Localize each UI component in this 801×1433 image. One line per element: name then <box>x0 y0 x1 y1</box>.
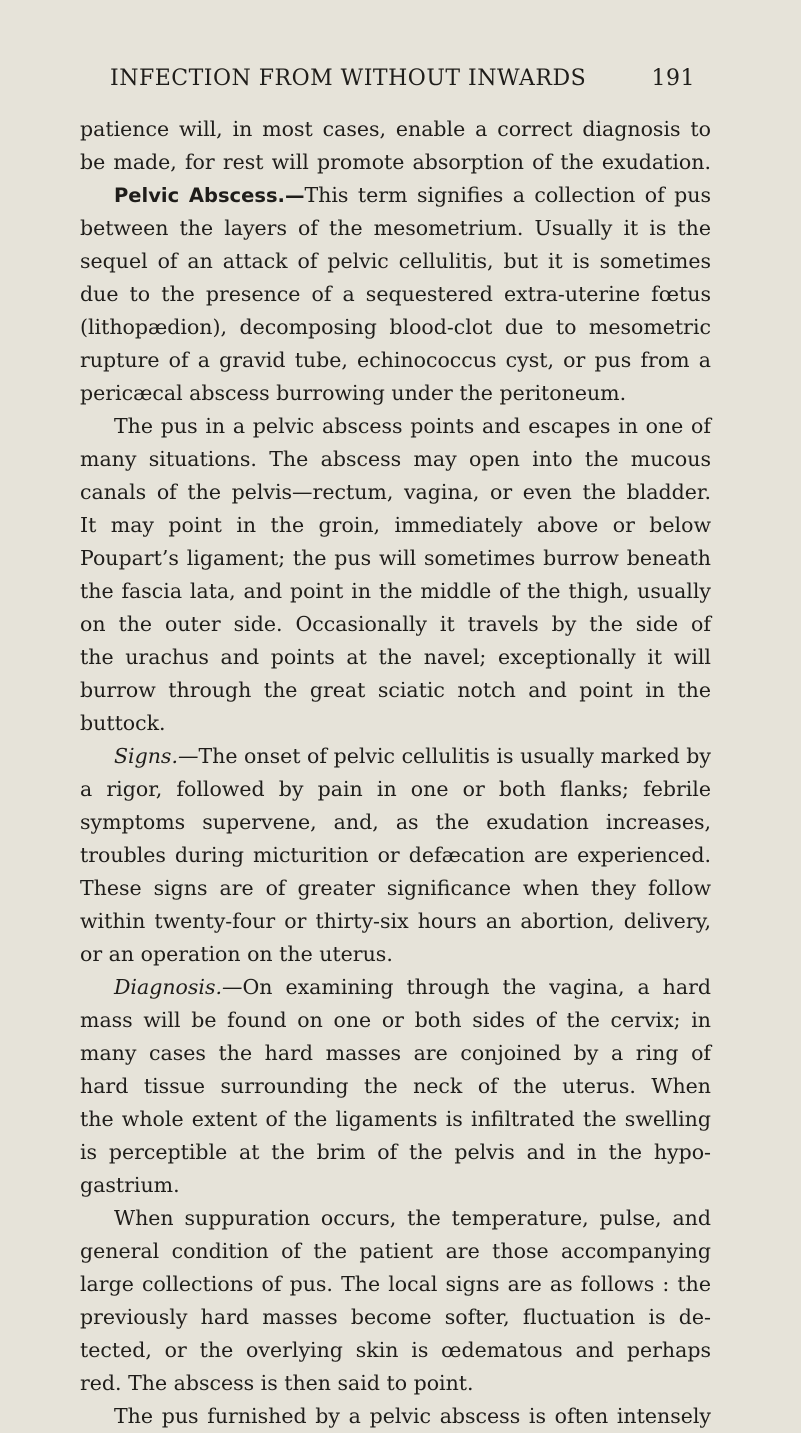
text-line: many cases the hard masses are conjoined by a ring of <box>80 1041 711 1065</box>
text-line: the fascia lata, and point in the middle of the thigh, usually <box>80 579 711 603</box>
text-line: sequel of an attack of pelvic cellulitis, but it is sometimes <box>80 249 711 273</box>
text-line: (lithopædion), decomposing blood-clot due to mesometric <box>80 315 711 339</box>
text-line <box>80 971 711 1004</box>
text-line: red. The abscess is then said to point. <box>80 1371 474 1395</box>
text-line: When suppuration occurs, the temperature, pulse, and <box>114 1206 711 1230</box>
text-line: rupture of a gravid tube, echinococcus cyst, or pus from a <box>80 348 711 372</box>
body-text <box>80 113 711 1433</box>
text-line-rest: This term signifies a collection of pus <box>304 183 711 207</box>
text-line: the urachus and points at the navel; exceptionally it will <box>80 645 711 669</box>
text-line-rest: On examining through the vagina, a hard <box>242 975 711 999</box>
text-line: the whole extent of the ligaments is infiltrated the swelling <box>80 1107 711 1131</box>
text-line: gastrium. <box>80 1173 180 1197</box>
text-line: be made, for rest will promote absorption of the exudation. <box>80 150 711 174</box>
text-line: burrow through the great sciatic notch and point in the <box>80 678 711 702</box>
running-head-title: INFECTION FROM WITHOUT INWARDS <box>110 66 587 91</box>
text-line: patience will, in most cases, enable a correct diagnosis to <box>80 117 711 141</box>
running-head <box>110 66 695 96</box>
text-line: symptoms supervene, and, as the exudation increases, <box>80 810 711 834</box>
text-line: on the outer side. Occasionally it travels by the side of <box>80 612 711 636</box>
text-line: hard tissue surrounding the neck of the uterus. When <box>80 1074 711 1098</box>
text-line: due to the presence of a sequestered extra-uterine fœtus <box>80 282 711 306</box>
text-line: pericæcal abscess burrowing under the peritoneum. <box>80 381 627 405</box>
text-line: The pus in a pelvic abscess points and escapes in one of <box>114 414 711 438</box>
text-line: large collections of pus. The local signs are as follows : the <box>80 1272 711 1296</box>
text-line: previously hard masses become softer, fluctuation is de- <box>80 1305 711 1329</box>
subheading-diagnosis: Diagnosis.— <box>114 975 243 999</box>
text-line-rest: The onset of pelvic cellulitis is usually marked by <box>198 744 711 768</box>
text-line <box>80 179 711 212</box>
text-line: buttock. <box>80 711 166 735</box>
text-line: general condition of the patient are those accompanying <box>80 1239 711 1263</box>
text-line: mass will be found on one or both sides of the cervix; in <box>80 1008 711 1032</box>
text-line: is perceptible at the brim of the pelvis and in the hypo- <box>80 1140 711 1164</box>
text-line: troubles during micturition or defæcation are experienced. <box>80 843 711 867</box>
text-line: between the layers of the mesometrium. Usually it is the <box>80 216 711 240</box>
text-line: Poupart’s ligament; the pus will sometimes burrow beneath <box>80 546 711 570</box>
text-line: or an operation on the uterus. <box>80 942 393 966</box>
text-line: within twenty-four or thirty-six hours an abortion, delivery, <box>80 909 711 933</box>
text-line: It may point in the groin, immediately above or below <box>80 513 711 537</box>
text-line: The pus furnished by a pelvic abscess is often intensely <box>114 1404 711 1428</box>
section-heading-pelvic-abscess: Pelvic Abscess.— <box>114 184 305 207</box>
text-line: tected, or the overlying skin is œdematous and perhaps <box>80 1338 711 1362</box>
text-line: These signs are of greater significance when they follow <box>80 876 711 900</box>
page-number: 191 <box>651 66 695 91</box>
text-line: many situations. The abscess may open into the mucous <box>80 447 711 471</box>
text-line <box>80 740 711 773</box>
text-line: a rigor, followed by pain in one or both flanks; febrile <box>80 777 711 801</box>
subheading-signs: Signs.— <box>114 744 199 768</box>
text-line: canals of the pelvis—rectum, vagina, or even the bladder. <box>80 480 711 504</box>
